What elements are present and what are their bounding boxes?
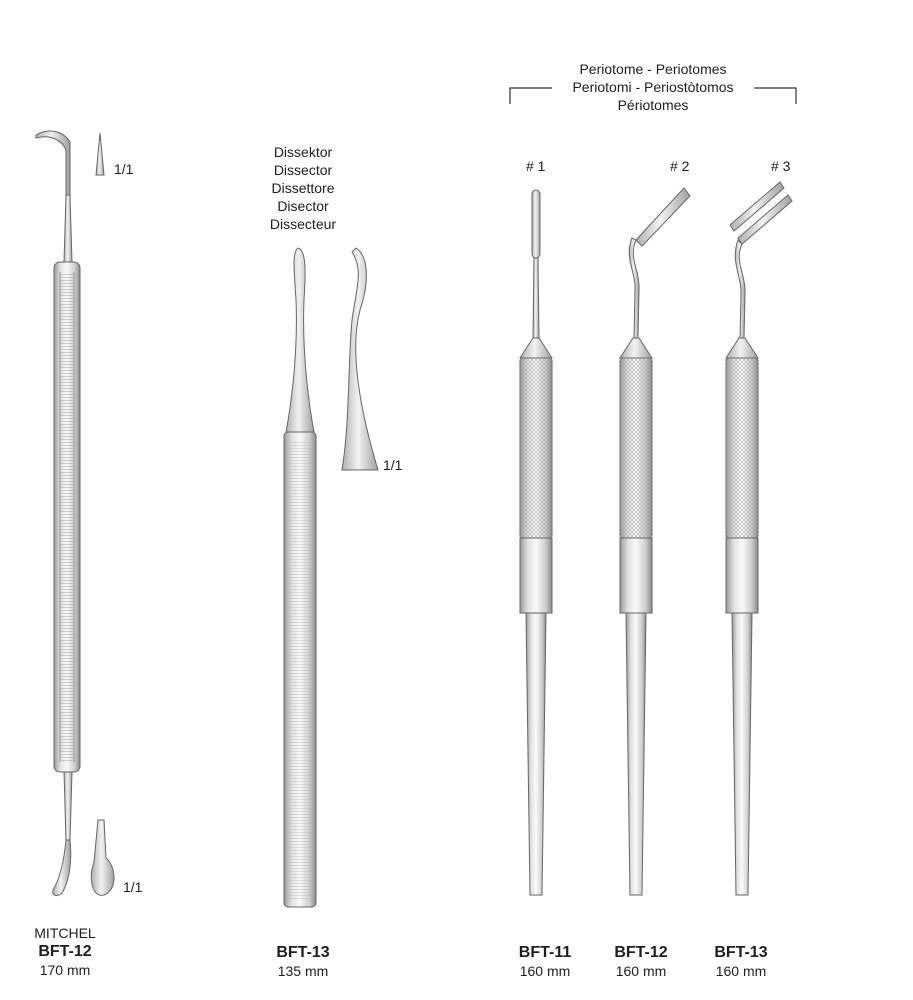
periotome-2-number: # 2 [670, 158, 690, 174]
periotome-2-instrument [620, 188, 690, 895]
periotome-3-instrument [726, 182, 792, 895]
periotome-header [548, 60, 758, 114]
periotome-2-code: BFT-12 [614, 944, 668, 961]
dissector-caption [258, 943, 348, 980]
periotome-1-length: 160 mm [519, 963, 571, 979]
periotome-header-line-2: Periotomi - Periostòtomos [572, 79, 734, 95]
dissector-name-de: Dissektor [273, 144, 333, 160]
periotome-2-caption [596, 943, 686, 980]
mitchel-caption [20, 924, 110, 979]
mitchel-length: 170 mm [39, 962, 91, 978]
mitchel-top-tip-detail [96, 133, 104, 175]
periotome-3-number: # 3 [771, 158, 791, 174]
dissector-length: 135 mm [277, 963, 329, 979]
mitchel-instrument [36, 131, 114, 895]
periotome-1-instrument [520, 190, 552, 895]
periotome-1-number: # 1 [526, 158, 546, 174]
dissector-scale: 1/1 [383, 457, 403, 473]
mitchel-name: MITCHEL [34, 925, 96, 941]
periotome-3-caption [696, 943, 786, 980]
periotome-header-line-1: Periotome - Periotomes [579, 61, 727, 77]
dissector-name-en: Dissector [273, 162, 333, 178]
dissector-name-fr: Dissecteur [269, 216, 337, 232]
periotome-1-code: BFT-11 [518, 944, 572, 961]
dissector-instrument [284, 248, 378, 907]
dissector-code: BFT-13 [276, 944, 330, 961]
dissector-name-es: Disector [277, 198, 329, 214]
mitchel-scale-top: 1/1 [114, 161, 134, 177]
periotome-3-code: BFT-13 [714, 944, 768, 961]
dissector-tip-detail [342, 248, 378, 470]
periotome-3-length: 160 mm [715, 963, 767, 979]
periotome-header-line-3: Périotomes [617, 97, 689, 113]
periotome-1-caption [500, 943, 590, 980]
mitchel-scale-bottom: 1/1 [123, 879, 143, 895]
dissector-name-it: Dissettore [271, 180, 335, 196]
periotome-2-length: 160 mm [615, 963, 667, 979]
mitchel-code: BFT-12 [38, 943, 92, 960]
mitchel-bottom-tip-detail [91, 820, 114, 895]
dissector-names [248, 143, 358, 233]
